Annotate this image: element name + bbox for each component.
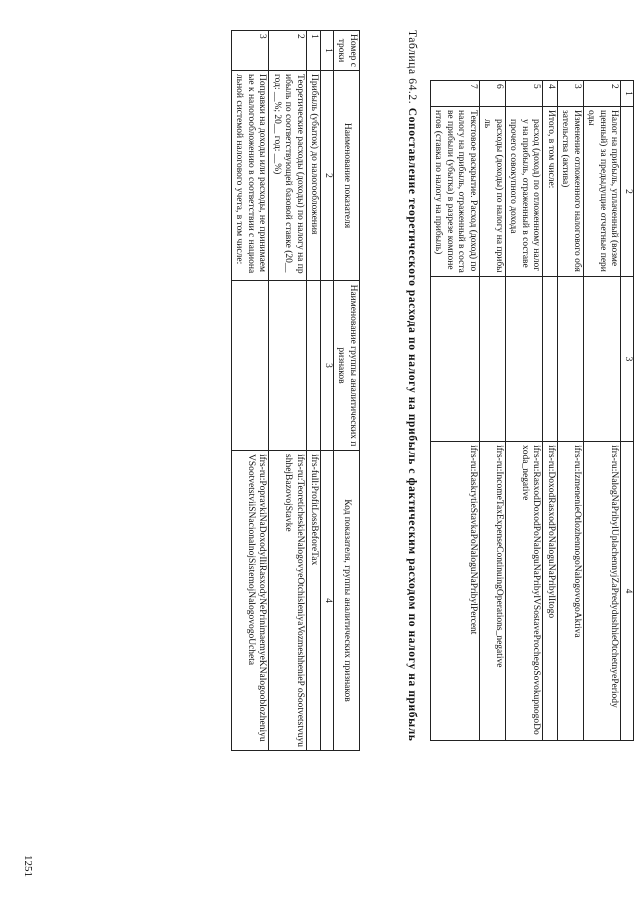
group-name xyxy=(269,281,307,451)
column-header-name: Наименование показателя xyxy=(334,71,360,281)
table-row xyxy=(543,81,558,741)
table-caption-title: Сопоставление теоретического расхода по налогу на прибыль с фактическим расходом по налогу на прибыль xyxy=(406,107,418,742)
indicator-name: Теоретические расходы (доходы) по налогу на прибыль по соответствующей базовой ставке (20__ год: __%; 20__ год: __%) xyxy=(269,71,307,281)
table-row xyxy=(307,31,322,751)
table-row xyxy=(431,81,480,741)
header-cell: 2 xyxy=(621,107,634,277)
row-number: 7 xyxy=(431,81,480,107)
table-row xyxy=(558,81,584,741)
indicator-code: ifrs-ru:IzmenenieOtlozhennogoNalogovogoAktiva xyxy=(558,442,584,741)
table-row xyxy=(506,81,544,741)
group-name xyxy=(558,277,584,442)
row-number: 2 xyxy=(269,31,307,71)
group-name xyxy=(584,277,622,442)
indicator-code: ifrs-ru:TeoreticheskieNalogovyeOtchisleniyaVozmeshhenieP oSootvetstvuyushhejBazovojStavke xyxy=(269,451,307,751)
table-row xyxy=(480,81,506,741)
table-caption-label: Таблица 64.2. xyxy=(406,30,418,105)
row-number: 4 xyxy=(543,81,558,107)
indicator-name: Изменение отложенного налогового обязательства (актива) xyxy=(558,107,584,277)
group-name xyxy=(431,277,480,442)
indicator-name: Итого, в том числе: xyxy=(543,107,558,277)
row-number: 5 xyxy=(506,81,544,107)
indicator-code: ifrs-full:ProfitLossBeforeTax xyxy=(307,451,322,751)
group-name xyxy=(543,277,558,442)
column-number: 4 xyxy=(321,451,334,751)
indicator-code: ifrs-ru:IncomeTaxExpenseContinuingOperations_negative xyxy=(480,442,506,741)
indicator-code: ifrs-ru:PopravkiNaDoxodyIliRasxodyNePrinimaemyeKNalogooblozheniyuVSootvetstviiSNacionalnojSistemojNalogovogoUcheta xyxy=(232,451,270,751)
group-name xyxy=(480,277,506,442)
column-header-number: Номер строки xyxy=(334,31,360,71)
indicator-name: расходы (доходы) по налогу на прибыль xyxy=(480,107,506,277)
indicator-code: ifrs-ru:NalogNaPribylUplachennyjZaPredydushhieOtchetnyePeriody xyxy=(584,442,622,741)
group-name xyxy=(232,281,270,451)
table-row xyxy=(584,81,622,741)
row-number: 6 xyxy=(480,81,506,107)
table-row xyxy=(232,31,270,751)
page-number: 1251 xyxy=(22,855,34,877)
column-number: 1 xyxy=(321,31,334,71)
column-number: 2 xyxy=(321,71,334,281)
row-number: 3 xyxy=(558,81,584,107)
column-number: 3 xyxy=(321,281,334,451)
indicator-name: Текстовое раскрытие. Расход (доход) по налогу на прибыль, отраженный в составе прибыли (убытка) в разрезе компонентов (ставка по налогу на прибыль) xyxy=(431,107,480,277)
header-cell: 3 xyxy=(621,277,634,442)
indicator-code: ifrs-ru:RaskrytieStavkaPoNaloguNaPribylPercent xyxy=(431,442,480,741)
row-number: 2 xyxy=(584,81,622,107)
header-cell: 1 xyxy=(621,81,634,107)
continuation-table xyxy=(430,80,634,741)
group-name xyxy=(506,277,544,442)
indicator-code: ifrs-ru:DoxodRasxodPoNaloguNaPribylItogo xyxy=(543,442,558,741)
header-cell: 4 xyxy=(621,442,634,741)
column-header-group: Наименование группы аналитических признаков xyxy=(334,281,360,451)
indicator-name: Поправки на доходы или расходы, не принимаемые к налогообложению в соответствии с национальной системой налогового учета, в том числе: xyxy=(232,71,270,281)
row-number: 1 xyxy=(307,31,322,71)
row-number: 3 xyxy=(232,31,270,71)
indicator-code: ifrs-ru:RasxodDoxodPoNaloguNaPribylVSostaveProchegoSovokupnogoDoxoda_negative xyxy=(506,442,544,741)
column-numbering-row xyxy=(321,31,334,751)
column-header-code: Код показателя, группы аналитических признаков xyxy=(334,451,360,751)
group-name xyxy=(307,281,322,451)
indicator-name: Налог на прибыль, уплаченный (возмещенный) за предыдущие отчетные периоды xyxy=(584,107,622,277)
table-row xyxy=(269,31,307,751)
table-header-row xyxy=(621,81,634,741)
indicator-name: Прибыль (убыток) до налогообложения xyxy=(307,71,322,281)
table-caption xyxy=(399,30,425,750)
comparison-table xyxy=(231,30,360,751)
indicator-name: расход (доход) по отложенному налогу на прибыль, отраженный в составе прочего совокупного дохода xyxy=(506,107,544,277)
table-header-row xyxy=(334,31,360,751)
